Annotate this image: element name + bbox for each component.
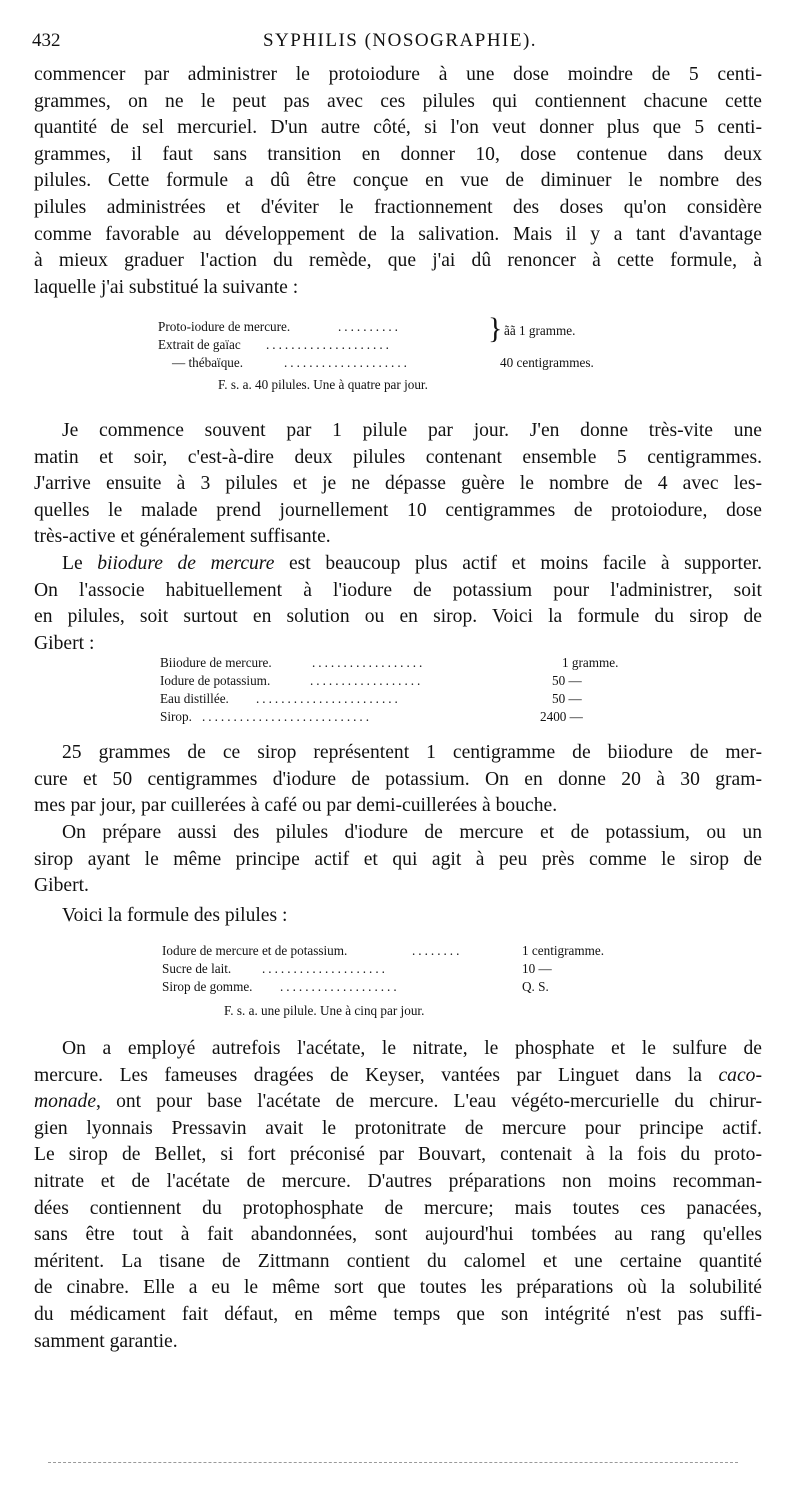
paragraph-2 — [34, 418, 762, 551]
dot-leader: .................... — [266, 337, 392, 352]
text-line: matin et soir, c'est-à-dire deux pilules contenant ensemble 5 centigrammes. — [34, 446, 762, 468]
ingredient-name: Sirop de gomme. — [162, 979, 253, 994]
text-line: quantité de sel mercuriel. D'un autre côté, si l'on veut donner plus que 5 centi- — [34, 117, 762, 139]
text-line: Voici la formule des pilules : — [62, 905, 288, 926]
ingredient-quantity: 50 — — [552, 691, 582, 706]
text-line: cure et 50 centigrammes d'iodure de potassium. On en donne 20 à 30 gram- — [34, 768, 762, 790]
formula-row — [158, 336, 648, 354]
text-line: laquelle j'ai substitué la suivante : — [34, 276, 299, 298]
formula-row — [162, 960, 662, 978]
text-line: à mieux graduer l'action du remède, que j'ai dû renoncer à cette formule, à — [34, 250, 762, 272]
ingredient-name: Sucre de lait. — [162, 961, 232, 976]
paragraph-7 — [34, 1036, 762, 1355]
text-line: Je commence souvent par 1 pilule par jour. J'en donne très-vite une — [62, 420, 762, 441]
dot-leader: .................... — [284, 355, 410, 370]
text-line: dées contiennent du protophosphate de mercure; mais toutes ces panacées, — [34, 1197, 762, 1219]
ingredient-name: Iodure de potassium. — [160, 673, 271, 688]
ingredient-quantity: 1 gramme. — [562, 655, 619, 670]
text-line: pilules administrées et d'éviter le fractionnement des doses qu'on considère — [34, 196, 762, 218]
formula-row — [160, 672, 660, 690]
italic-term: biiodure de mercure — [97, 553, 275, 574]
text-line: monade, ont pour base l'acétate de mercure. L'eau végéto-mercurielle du chirur- — [34, 1091, 762, 1113]
ingredient-quantity: 40 centigrammes. — [500, 355, 594, 370]
text-line: gien lyonnais Pressavin avait le protonitrate de mercure pour principe actif. — [34, 1117, 762, 1139]
ingredient-quantity: Q. S. — [522, 979, 549, 994]
page-number: 432 — [32, 30, 61, 51]
text-line: grammes, il faut sans transition en donner 10, dose contenue dans deux — [34, 143, 762, 165]
text-line: Le sirop de Bellet, si fort préconisé par Bouvart, contenait à la fois du proto- — [34, 1144, 762, 1166]
text-line: Gibert. — [34, 875, 89, 897]
formula-row — [162, 942, 662, 960]
dot-leader: ................... — [280, 979, 400, 994]
text-line: grammes, on ne le peut pas avec ces pilules qui contiennent chacune cette — [34, 90, 762, 112]
formula-sirop-gibert — [160, 654, 660, 726]
text-line: de cinabre. Elle a eu le même sort que toutes les préparations où la solubilité — [34, 1277, 762, 1299]
dot-leader: .................. — [310, 673, 424, 688]
ingredient-name: — thébaïque. — [172, 355, 244, 370]
ingredient-quantity: 10 — — [522, 961, 552, 976]
text-line: 25 grammes de ce sirop représentent 1 centigramme de biiodure de mer- — [62, 742, 762, 763]
formula-pilules — [162, 942, 662, 1018]
ingredient-name: Eau distillée. — [160, 691, 229, 706]
text-line: mercure. Les fameuses dragées de Keyser, vantées par Linguet dans la caco- — [34, 1064, 762, 1086]
ingredient-name: Proto-iodure de mercure. — [158, 319, 291, 334]
dot-leader: ........................... — [202, 709, 373, 724]
brace-symbol: } — [488, 312, 503, 345]
dot-leader: ....................... — [256, 691, 401, 706]
formula-note: F. s. a. 40 pilules. Une à quatre par jour. — [218, 377, 428, 392]
text-line: samment garantie. — [34, 1330, 178, 1352]
formula-row — [160, 654, 660, 672]
ingredient-quantity: 50 — — [552, 673, 582, 688]
text-line: Gibert : — [34, 632, 95, 654]
formula-row — [162, 978, 662, 996]
dot-leader: .................. — [312, 655, 426, 670]
ingredient-name: Extrait de gaïac — [158, 337, 241, 352]
dot-leader: .................... — [262, 961, 388, 976]
text-line: mes par jour, par cuillerées à café ou par demi-cuillerées à bouche. — [34, 795, 558, 817]
paragraph-4 — [34, 740, 762, 820]
paragraph-1 — [34, 62, 762, 301]
formula-row — [158, 354, 648, 372]
ingredient-quantity: 1 centigramme. — [522, 943, 605, 958]
text-line: On l'associe habituellement à l'iodure de potassium pour l'administrer, soit — [34, 579, 762, 601]
formula-protoiodure — [158, 312, 648, 392]
text-line: commencer par administrer le protoiodure à une dose moindre de 5 centi- — [34, 64, 762, 85]
text-line: On prépare aussi des pilules d'iodure de mercure et de potassium, ou un — [62, 822, 762, 843]
text-line: nitrate et de l'acétate de mercure. D'autres préparations non moins recomman- — [34, 1170, 762, 1192]
shared-quantity: ãã 1 gramme. — [504, 323, 576, 338]
text-line: du médicament fait défaut, en même temps que son intégrité n'est pas suffi- — [34, 1303, 762, 1325]
text-line: méritent. La tisane de Zittmann contient du calomel et une certaine quantité — [34, 1250, 762, 1272]
paragraph-5 — [34, 820, 762, 900]
paragraph-3 — [34, 551, 762, 657]
text-line: pilules. Cette formule a dû être conçue en vue de diminuer le nombre des — [34, 170, 762, 192]
ingredient-name: Iodure de mercure et de potassium. — [162, 943, 348, 958]
paragraph-6 — [34, 903, 762, 930]
ingredient-name: Sirop. — [160, 709, 192, 724]
formula-row — [160, 690, 660, 708]
running-title: SYPHILIS (NOSOGRAPHIE). — [262, 30, 538, 51]
dot-leader: .......... — [338, 319, 401, 334]
dot-leader: ........ — [412, 943, 463, 958]
text-line: Le biiodure de mercure est beaucoup plus actif et moins facile à supporter. — [62, 553, 762, 574]
ingredient-name: Biiodure de mercure. — [160, 655, 272, 670]
running-head — [32, 30, 768, 56]
italic-term: caco- — [718, 1064, 762, 1086]
formula-row — [160, 708, 660, 726]
text-line: sirop ayant le même principe actif et qui agit à peu près comme le sirop de — [34, 848, 762, 870]
text-line: sans être tout à fait abandonnées, sont aujourd'hui tombées au rang qu'elles — [34, 1224, 762, 1246]
text-line: très-active et généralement suffisante. — [34, 526, 331, 548]
text-line: en pilules, soit surtout en solution ou en sirop. Voici la formule du sirop de — [34, 606, 762, 628]
text-line: quelles le malade prend journellement 10 centigrammes de protoiodure, dose — [34, 499, 762, 521]
bottom-rule — [48, 1462, 738, 1463]
text-line: comme favorable au développement de la salivation. Mais il y a tant d'avantage — [34, 223, 762, 245]
text-line: J'arrive ensuite à 3 pilules et je ne dépasse guère le nombre de 4 avec les- — [34, 473, 762, 495]
text-line: On a employé autrefois l'acétate, le nitrate, le phosphate et le sulfure de — [62, 1038, 762, 1059]
italic-term: monade — [34, 1091, 97, 1113]
formula-note: F. s. a. une pilule. Une à cinq par jour. — [224, 1003, 425, 1018]
ingredient-quantity: 2400 — — [540, 709, 583, 724]
